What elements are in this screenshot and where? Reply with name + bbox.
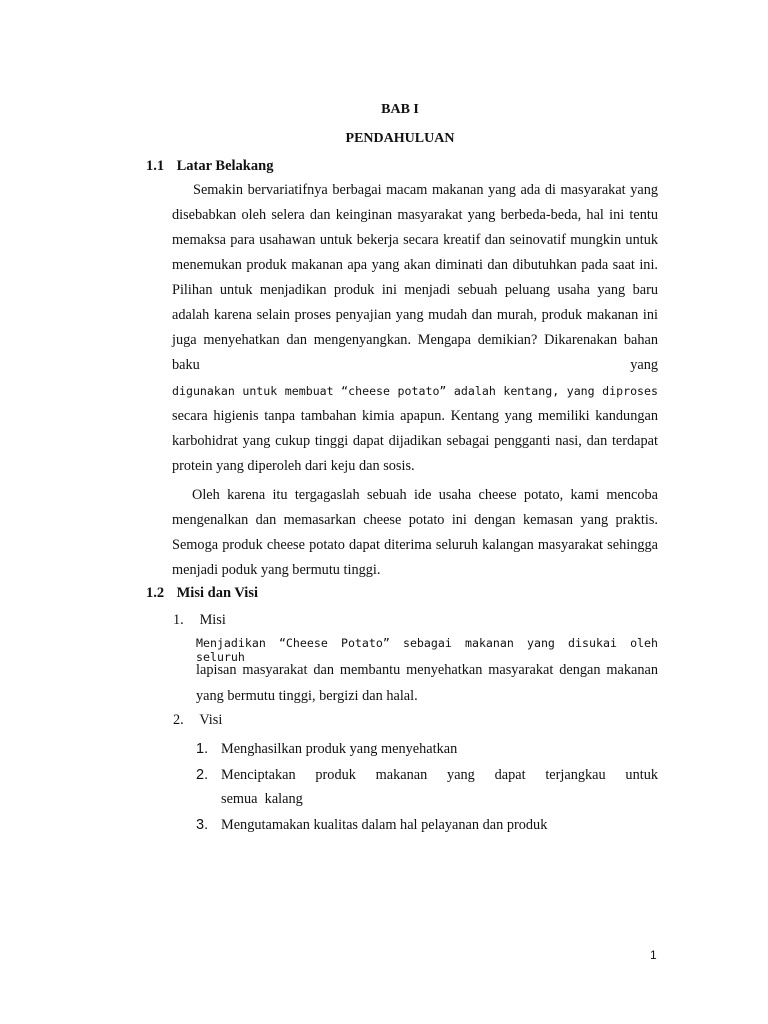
list-item-misi [173,612,226,629]
chapter-title: PENDAHULUAN [345,131,455,146]
section-title: Latar Belakang [176,158,274,174]
page-number: 1 [650,948,657,962]
visi-item [196,737,658,761]
paragraph-latar-belakang-1b: secara higienis tanpa tambahan kimia apapun. Kentang yang memiliki kandungan karbohidrat yang cukup tinggi dapat dijadikan sebagai pengganti nasi, dan terdapat protein yang diperoleh dari keju dan sosis. [172,408,658,474]
section-heading-latar-belakang [146,158,273,175]
visi-item-number: 1. [196,741,209,757]
list-number: 1. [173,612,184,628]
misi-text: lapisan masyarakat dan membantu menyehatkan masyarakat dengan makanan yang bermutu tinggi, bergizi dan halal. [196,662,658,704]
visi-item-text: Menciptakan produk makanan yang dapat terjangkau untuk [221,767,658,783]
visi-item-text: Menghasilkan produk yang menyehatkan [221,741,458,757]
visi-item-text: Mengutamakan kualitas dalam hal pelayanan dan produk [221,817,548,833]
section-heading-misi-visi [146,585,258,602]
chapter-label: BAB I [381,102,419,117]
section-title: Misi dan Visi [176,585,259,601]
paragraph-latar-belakang-1a: Semakin bervariatifnya berbagai macam makanan yang ada di masyarakat yang disebabkan oleh selera dan keinginan masyarakat yang berbeda-beda, hal ini tentu memaksa para usahawan untuk bekerja secara kreatif dan seinovatif mungkin untuk menemukan produk makanan apa yang akan diminati dan dibutuhkan pada saat ini. Pilihan untuk menjadikan produk ini menjadi sebuah peluang usaha yang baru adalah karena selain proses penyajian yang mudah dan murah, produk makanan ini juga menyehatkan dan mengenyangkan. Mengapa demikian? Dikarenakan bahan baku yang [172,182,658,373]
section-number: 1.2 [146,585,165,601]
list-item-visi [173,712,222,729]
list-label: Visi [199,712,223,728]
visi-item [196,813,658,837]
visi-item-continuation: semua kalang [221,791,303,807]
section-number: 1.1 [146,158,165,174]
visi-item-number: 2. [196,767,209,783]
misi-text-mono-line: Menjadikan “Cheese Potato” sebagai makanan yang disukai oleh seluruh [196,636,658,664]
list-number: 2. [173,712,184,728]
visi-item-number: 3. [196,817,209,833]
paragraph-latar-belakang-2: Oleh karena itu tergagaslah sebuah ide usaha cheese potato, kami mencoba mengenalkan dan memasarkan cheese potato ini dengan kemasan yang praktis. Semoga produk cheese potato dapat diterima seluruh kalangan masyarakat sehingga menjadi poduk yang bermutu tinggi. [172,487,658,578]
list-label: Misi [199,612,226,628]
visi-item [196,763,658,811]
paragraph-latar-belakang-mono-line: digunakan untuk membuat “cheese potato” adalah kentang, yang diproses [172,384,658,398]
